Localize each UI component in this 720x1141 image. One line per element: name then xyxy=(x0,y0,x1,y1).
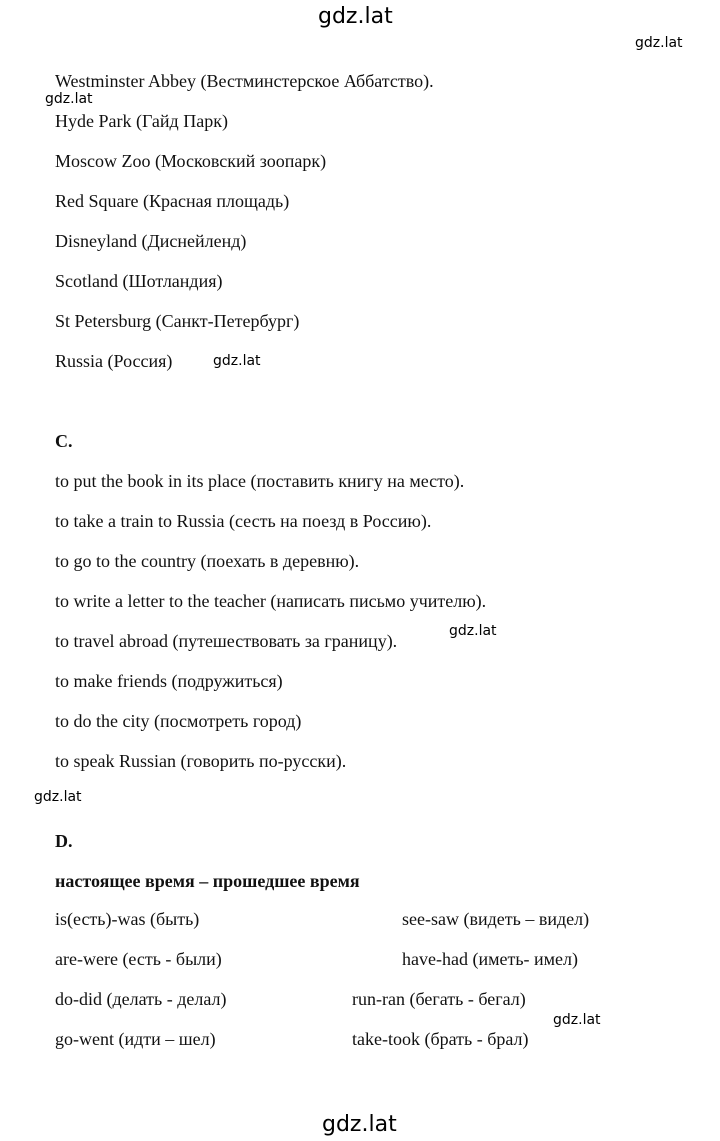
verb-right: see-saw (видеть – видел) xyxy=(402,909,590,929)
place-item: Disneyland (Диснейленд) xyxy=(55,231,247,251)
verb-left: go-went (идти – шел) xyxy=(55,1029,216,1049)
place-item: Westminster Abbey (Вестминстерское Аббатство). xyxy=(55,71,434,91)
watermark: gdz.lat xyxy=(449,623,497,639)
verb-right: take-took (брать - брал) xyxy=(352,1029,529,1049)
place-item: Hyde Park (Гайд Парк) xyxy=(55,111,228,131)
verb-left: are-were (есть - были) xyxy=(55,949,222,969)
verb-right: run-ran (бегать - бегал) xyxy=(352,989,526,1009)
watermark: gdz.lat xyxy=(34,789,82,805)
section-d-heading: D. xyxy=(55,831,73,851)
phrase-item: to take a train to Russia (сесть на поезд в Россию). xyxy=(55,511,432,531)
phrase-item: to put the book in its place (поставить книгу на место). xyxy=(55,471,465,491)
phrase-item: to make friends (подружиться) xyxy=(55,671,283,691)
place-item: Red Square (Красная площадь) xyxy=(55,191,290,211)
section-c-heading: C. xyxy=(55,431,73,451)
place-item: Russia (Россия) xyxy=(55,351,173,371)
place-item: Scotland (Шотландия) xyxy=(55,271,223,291)
phrase-item: to speak Russian (говорить по-русски). xyxy=(55,751,347,771)
phrase-item: to do the city (посмотреть город) xyxy=(55,711,302,731)
phrase-item: to write a letter to the teacher (написать письмо учителю). xyxy=(55,591,487,611)
watermark-bottom: gdz.lat xyxy=(322,1112,397,1137)
verb-left: do-did (делать - делал) xyxy=(55,989,227,1009)
watermark-top: gdz.lat xyxy=(318,4,393,29)
verb-right: have-had (иметь- имел) xyxy=(402,949,579,969)
place-item: St Petersburg (Санкт-Петербург) xyxy=(55,311,300,331)
watermark: gdz.lat xyxy=(553,1012,601,1028)
phrase-item: to go to the country (поехать в деревню). xyxy=(55,551,360,571)
watermark-top-right: gdz.lat xyxy=(635,35,683,51)
verb-left: is(есть)-was (быть) xyxy=(55,909,200,929)
watermark: gdz.lat xyxy=(45,91,93,107)
watermark: gdz.lat xyxy=(213,353,261,369)
place-item: Moscow Zoo (Московский зоопарк) xyxy=(55,151,327,171)
phrase-item: to travel abroad (путешествовать за границу). xyxy=(55,631,398,651)
section-d-subheading: настоящее время – прошедшее время xyxy=(55,871,360,891)
